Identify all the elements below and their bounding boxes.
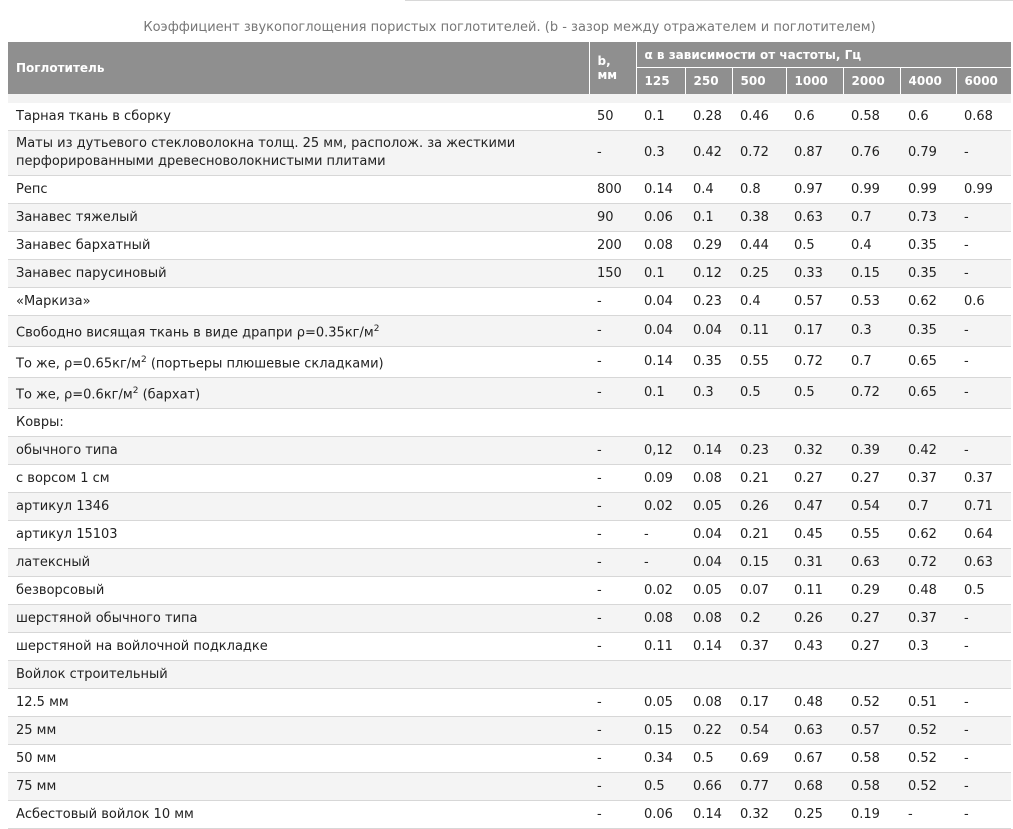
alpha-value: 0.65 bbox=[900, 347, 956, 378]
alpha-value: 0.63 bbox=[786, 204, 843, 232]
alpha-value: 0.48 bbox=[786, 689, 843, 717]
absorber-name: Войлок строительный bbox=[8, 661, 589, 689]
alpha-value: 0.58 bbox=[843, 745, 900, 773]
top-divider bbox=[405, 0, 1013, 4]
alpha-value: 0.09 bbox=[636, 465, 685, 493]
alpha-value: - bbox=[956, 204, 1011, 232]
alpha-value: 0.76 bbox=[843, 131, 900, 176]
absorber-name: шерстяной на войлочной подкладке bbox=[8, 633, 589, 661]
gap-value: - bbox=[589, 131, 636, 176]
alpha-value: 0.21 bbox=[732, 521, 786, 549]
alpha-value: 0.12 bbox=[685, 260, 732, 288]
alpha-value: 0.32 bbox=[732, 801, 786, 829]
alpha-value: - bbox=[956, 633, 1011, 661]
alpha-value: 0.99 bbox=[900, 176, 956, 204]
alpha-value: 0.52 bbox=[900, 745, 956, 773]
alpha-value: 0.07 bbox=[732, 577, 786, 605]
alpha-value: 0.27 bbox=[843, 465, 900, 493]
header-freq: 6000 bbox=[956, 68, 1011, 95]
table-row bbox=[8, 493, 1011, 521]
alpha-value: 0.79 bbox=[900, 131, 956, 176]
alpha-value: 0.3 bbox=[685, 378, 732, 409]
alpha-value: 0.37 bbox=[900, 465, 956, 493]
alpha-value: 0.99 bbox=[956, 176, 1011, 204]
alpha-value: - bbox=[956, 801, 1011, 829]
table-row bbox=[8, 689, 1011, 717]
header-freq: 4000 bbox=[900, 68, 956, 95]
alpha-value: 0.35 bbox=[900, 316, 956, 347]
alpha-value: 0.45 bbox=[786, 521, 843, 549]
alpha-value: 0.44 bbox=[732, 232, 786, 260]
absorber-name: 12.5 мм bbox=[8, 689, 589, 717]
alpha-value: - bbox=[956, 378, 1011, 409]
alpha-value: 0.62 bbox=[900, 288, 956, 316]
absorber-name: Маты из дутьевого стекловолокна толщ. 25 мм, располож. за жесткими перфорированными древесноволокнистыми плитами bbox=[8, 131, 589, 176]
gap-value: - bbox=[589, 378, 636, 409]
alpha-value: 0.58 bbox=[843, 103, 900, 131]
header-freq: 2000 bbox=[843, 68, 900, 95]
alpha-value: 0.87 bbox=[786, 131, 843, 176]
table-row bbox=[8, 131, 1011, 176]
gap-value: - bbox=[589, 773, 636, 801]
superscript: 2 bbox=[132, 385, 139, 396]
alpha-value: 0.23 bbox=[685, 288, 732, 316]
absorber-name: Ковры: bbox=[8, 409, 589, 437]
absorber-name bbox=[8, 347, 589, 378]
header-freq: 1000 bbox=[786, 68, 843, 95]
absorber-name: 75 мм bbox=[8, 773, 589, 801]
alpha-value: 0.72 bbox=[843, 378, 900, 409]
table-row bbox=[8, 577, 1011, 605]
alpha-value: - bbox=[956, 745, 1011, 773]
gap-value: 150 bbox=[589, 260, 636, 288]
alpha-value: 0.1 bbox=[636, 260, 685, 288]
table-row bbox=[8, 661, 1011, 689]
header-freq: 500 bbox=[732, 68, 786, 95]
header-spacer bbox=[8, 94, 1011, 103]
header-alpha: α в зависимости от частоты, Гц bbox=[636, 42, 1011, 68]
alpha-value: - bbox=[956, 605, 1011, 633]
alpha-value bbox=[636, 409, 685, 437]
alpha-value: 0.62 bbox=[900, 521, 956, 549]
gap-value: - bbox=[589, 549, 636, 577]
alpha-value: 0.55 bbox=[843, 521, 900, 549]
alpha-value: 0.02 bbox=[636, 493, 685, 521]
gap-value: - bbox=[589, 689, 636, 717]
alpha-value: 0.04 bbox=[685, 316, 732, 347]
table-row bbox=[8, 204, 1011, 232]
table-row bbox=[8, 549, 1011, 577]
alpha-value: 0.63 bbox=[956, 549, 1011, 577]
gap-value: - bbox=[589, 633, 636, 661]
alpha-value: 0.6 bbox=[900, 103, 956, 131]
gap-value: - bbox=[589, 577, 636, 605]
absorption-table bbox=[8, 14, 1011, 829]
alpha-value: 0.6 bbox=[786, 103, 843, 131]
alpha-value: 0.37 bbox=[732, 633, 786, 661]
gap-value: 50 bbox=[589, 103, 636, 131]
alpha-value: 0.58 bbox=[843, 773, 900, 801]
absorber-name-text: Свободно висящая ткань в виде драпри ρ=0.35кг/м bbox=[16, 325, 374, 341]
alpha-value: - bbox=[900, 801, 956, 829]
alpha-value: 0.26 bbox=[786, 605, 843, 633]
absorber-name: Репс bbox=[8, 176, 589, 204]
alpha-value: 0.7 bbox=[900, 493, 956, 521]
alpha-value bbox=[843, 409, 900, 437]
absorber-name: шерстяной обычного типа bbox=[8, 605, 589, 633]
alpha-value: 0.3 bbox=[900, 633, 956, 661]
table-row bbox=[8, 409, 1011, 437]
alpha-value: - bbox=[956, 232, 1011, 260]
alpha-value: 0.08 bbox=[685, 605, 732, 633]
alpha-value: 0.35 bbox=[900, 232, 956, 260]
table-row bbox=[8, 745, 1011, 773]
alpha-value: 0.25 bbox=[732, 260, 786, 288]
alpha-value: 0.6 bbox=[956, 288, 1011, 316]
gap-value: - bbox=[589, 316, 636, 347]
table-row bbox=[8, 521, 1011, 549]
alpha-value: 0.26 bbox=[732, 493, 786, 521]
gap-value: - bbox=[589, 437, 636, 465]
gap-value: - bbox=[589, 521, 636, 549]
alpha-value bbox=[786, 409, 843, 437]
alpha-value: 0.11 bbox=[636, 633, 685, 661]
alpha-value: 0.17 bbox=[786, 316, 843, 347]
table-row bbox=[8, 378, 1011, 409]
alpha-value: 0.08 bbox=[685, 689, 732, 717]
alpha-value: 0.55 bbox=[732, 347, 786, 378]
gap-value: 800 bbox=[589, 176, 636, 204]
alpha-value: 0.05 bbox=[685, 493, 732, 521]
alpha-value: 0.4 bbox=[685, 176, 732, 204]
alpha-value: 0.72 bbox=[900, 549, 956, 577]
alpha-value: 0.06 bbox=[636, 801, 685, 829]
alpha-value: - bbox=[956, 773, 1011, 801]
alpha-value: 0.3 bbox=[636, 131, 685, 176]
gap-value: - bbox=[589, 605, 636, 633]
alpha-value: 0.08 bbox=[636, 605, 685, 633]
table-row bbox=[8, 773, 1011, 801]
absorber-name: обычного типа bbox=[8, 437, 589, 465]
table-body bbox=[8, 103, 1011, 829]
table-row bbox=[8, 232, 1011, 260]
gap-value bbox=[589, 661, 636, 689]
alpha-value: 0.04 bbox=[636, 316, 685, 347]
table-caption: Коэффициент звукопоглощения пористых поглотителей. (b - зазор между отражателем и поглотителем) bbox=[8, 14, 1011, 42]
header-b-label: b, bbox=[597, 54, 611, 68]
superscript: 2 bbox=[140, 354, 147, 365]
alpha-value: 0.52 bbox=[900, 717, 956, 745]
absorber-name: безворсовый bbox=[8, 577, 589, 605]
alpha-value: 0.97 bbox=[786, 176, 843, 204]
absorber-name: Занавес парусиновый bbox=[8, 260, 589, 288]
absorber-name-text: То же, ρ=0.6кг/м bbox=[16, 387, 133, 403]
alpha-value: 0.39 bbox=[843, 437, 900, 465]
alpha-value bbox=[636, 661, 685, 689]
gap-value: 200 bbox=[589, 232, 636, 260]
gap-value: - bbox=[589, 347, 636, 378]
table-row bbox=[8, 288, 1011, 316]
alpha-value: 0.05 bbox=[685, 577, 732, 605]
header-absorber: Поглотитель bbox=[8, 42, 589, 94]
gap-value: - bbox=[589, 717, 636, 745]
alpha-value: - bbox=[956, 717, 1011, 745]
alpha-value: 0,12 bbox=[636, 437, 685, 465]
alpha-value: 0.66 bbox=[685, 773, 732, 801]
table-row bbox=[8, 605, 1011, 633]
alpha-value bbox=[900, 409, 956, 437]
alpha-value: 0.68 bbox=[956, 103, 1011, 131]
alpha-value: 0.4 bbox=[843, 232, 900, 260]
alpha-value: 0.35 bbox=[900, 260, 956, 288]
alpha-value: 0.4 bbox=[732, 288, 786, 316]
absorber-name: Тарная ткань в сборку bbox=[8, 103, 589, 131]
alpha-value: - bbox=[956, 260, 1011, 288]
alpha-value: 0.04 bbox=[636, 288, 685, 316]
alpha-value: 0.27 bbox=[843, 605, 900, 633]
alpha-value: 0.08 bbox=[685, 465, 732, 493]
table-row bbox=[8, 437, 1011, 465]
alpha-value: 0.22 bbox=[685, 717, 732, 745]
alpha-value: 0.38 bbox=[732, 204, 786, 232]
absorber-name: 50 мм bbox=[8, 745, 589, 773]
alpha-value: 0.15 bbox=[732, 549, 786, 577]
alpha-value: 0.63 bbox=[843, 549, 900, 577]
table-row bbox=[8, 801, 1011, 829]
alpha-value: 0.67 bbox=[786, 745, 843, 773]
alpha-value: 0.7 bbox=[843, 204, 900, 232]
alpha-value: 0.73 bbox=[900, 204, 956, 232]
alpha-value: 0.27 bbox=[786, 465, 843, 493]
absorber-name: Занавес бархатный bbox=[8, 232, 589, 260]
table-row bbox=[8, 465, 1011, 493]
alpha-value: 0.48 bbox=[900, 577, 956, 605]
alpha-value: 0.7 bbox=[843, 347, 900, 378]
alpha-value: 0.14 bbox=[685, 633, 732, 661]
absorber-name: латексный bbox=[8, 549, 589, 577]
alpha-value: 0.71 bbox=[956, 493, 1011, 521]
alpha-value: 0.5 bbox=[636, 773, 685, 801]
alpha-value: 0.54 bbox=[732, 717, 786, 745]
alpha-value: 0.14 bbox=[636, 347, 685, 378]
alpha-value: 0.11 bbox=[786, 577, 843, 605]
header-freq: 250 bbox=[685, 68, 732, 95]
alpha-value: - bbox=[956, 316, 1011, 347]
gap-value bbox=[589, 409, 636, 437]
alpha-value: 0.27 bbox=[843, 633, 900, 661]
alpha-value: 0.37 bbox=[956, 465, 1011, 493]
alpha-value: 0.52 bbox=[900, 773, 956, 801]
alpha-value: 0.65 bbox=[900, 378, 956, 409]
alpha-value: 0.2 bbox=[732, 605, 786, 633]
absorber-name: артикул 1346 bbox=[8, 493, 589, 521]
alpha-value: 0.34 bbox=[636, 745, 685, 773]
absorber-name-suffix: (бархат) bbox=[138, 387, 201, 403]
alpha-value: 0.14 bbox=[685, 801, 732, 829]
table-row bbox=[8, 260, 1011, 288]
alpha-value: 0.15 bbox=[843, 260, 900, 288]
alpha-value bbox=[732, 661, 786, 689]
alpha-value bbox=[843, 661, 900, 689]
gap-value: - bbox=[589, 745, 636, 773]
table-row bbox=[8, 347, 1011, 378]
alpha-value: 0.42 bbox=[900, 437, 956, 465]
alpha-value: 0.1 bbox=[636, 103, 685, 131]
alpha-value: 0.04 bbox=[685, 549, 732, 577]
absorber-name: 25 мм bbox=[8, 717, 589, 745]
alpha-value: 0.02 bbox=[636, 577, 685, 605]
alpha-value: 0.99 bbox=[843, 176, 900, 204]
alpha-value: 0.1 bbox=[685, 204, 732, 232]
alpha-value: 0.3 bbox=[843, 316, 900, 347]
alpha-value: 0.63 bbox=[786, 717, 843, 745]
alpha-value: 0.57 bbox=[786, 288, 843, 316]
alpha-value: 0.32 bbox=[786, 437, 843, 465]
table-row bbox=[8, 176, 1011, 204]
alpha-value: 0.46 bbox=[732, 103, 786, 131]
alpha-value: - bbox=[636, 549, 685, 577]
gap-value: 90 bbox=[589, 204, 636, 232]
alpha-value: 0.21 bbox=[732, 465, 786, 493]
alpha-value: 0.19 bbox=[843, 801, 900, 829]
alpha-value: - bbox=[956, 131, 1011, 176]
header-freq: 125 bbox=[636, 68, 685, 95]
alpha-value: 0.72 bbox=[786, 347, 843, 378]
alpha-value bbox=[685, 661, 732, 689]
alpha-value bbox=[956, 661, 1011, 689]
alpha-value: 0.04 bbox=[685, 521, 732, 549]
table-row bbox=[8, 633, 1011, 661]
alpha-value: 0.23 bbox=[732, 437, 786, 465]
alpha-value: 0.77 bbox=[732, 773, 786, 801]
alpha-value: 0.5 bbox=[956, 577, 1011, 605]
alpha-value: 0.33 bbox=[786, 260, 843, 288]
alpha-value: 0.05 bbox=[636, 689, 685, 717]
alpha-value: 0.5 bbox=[786, 232, 843, 260]
alpha-value: 0.5 bbox=[786, 378, 843, 409]
alpha-value: 0.29 bbox=[843, 577, 900, 605]
alpha-value: 0.57 bbox=[843, 717, 900, 745]
absorber-name: Занавес тяжелый bbox=[8, 204, 589, 232]
alpha-value: 0.35 bbox=[685, 347, 732, 378]
alpha-value: 0.64 bbox=[956, 521, 1011, 549]
alpha-value: 0.54 bbox=[843, 493, 900, 521]
alpha-value: - bbox=[636, 521, 685, 549]
alpha-value: 0.08 bbox=[636, 232, 685, 260]
alpha-value: 0.51 bbox=[900, 689, 956, 717]
alpha-value bbox=[732, 409, 786, 437]
alpha-value bbox=[685, 409, 732, 437]
absorber-name bbox=[8, 316, 589, 347]
alpha-value: - bbox=[956, 689, 1011, 717]
alpha-value: 0.15 bbox=[636, 717, 685, 745]
alpha-value bbox=[900, 661, 956, 689]
alpha-value: 0.29 bbox=[685, 232, 732, 260]
alpha-value: 0.47 bbox=[786, 493, 843, 521]
gap-value: - bbox=[589, 465, 636, 493]
alpha-value: 0.31 bbox=[786, 549, 843, 577]
alpha-value: 0.69 bbox=[732, 745, 786, 773]
alpha-value: 0.5 bbox=[685, 745, 732, 773]
header-b-unit: мм bbox=[597, 68, 618, 82]
absorber-name: «Маркиза» bbox=[8, 288, 589, 316]
superscript: 2 bbox=[373, 323, 380, 334]
alpha-value: 0.42 bbox=[685, 131, 732, 176]
alpha-value: 0.68 bbox=[786, 773, 843, 801]
absorber-name-suffix: (портьеры плюшевые складками) bbox=[146, 356, 384, 372]
header-b bbox=[589, 42, 636, 94]
alpha-value: 0.06 bbox=[636, 204, 685, 232]
alpha-value: - bbox=[956, 347, 1011, 378]
alpha-value: 0.72 bbox=[732, 131, 786, 176]
gap-value: - bbox=[589, 288, 636, 316]
gap-value: - bbox=[589, 493, 636, 521]
alpha-value: 0.37 bbox=[900, 605, 956, 633]
alpha-value: 0.28 bbox=[685, 103, 732, 131]
alpha-value: 0.52 bbox=[843, 689, 900, 717]
absorber-name bbox=[8, 378, 589, 409]
alpha-value: 0.5 bbox=[732, 378, 786, 409]
alpha-value: 0.14 bbox=[685, 437, 732, 465]
absorber-name: Асбестовый войлок 10 мм bbox=[8, 801, 589, 829]
gap-value: - bbox=[589, 801, 636, 829]
alpha-value: - bbox=[956, 437, 1011, 465]
alpha-value: 0.1 bbox=[636, 378, 685, 409]
alpha-value: 0.11 bbox=[732, 316, 786, 347]
absorber-name: с ворсом 1 см bbox=[8, 465, 589, 493]
alpha-value: 0.53 bbox=[843, 288, 900, 316]
alpha-value: 0.8 bbox=[732, 176, 786, 204]
absorber-name-text: То же, ρ=0.65кг/м bbox=[16, 356, 141, 372]
alpha-value: 0.43 bbox=[786, 633, 843, 661]
alpha-value: 0.17 bbox=[732, 689, 786, 717]
alpha-value: 0.14 bbox=[636, 176, 685, 204]
table-row bbox=[8, 103, 1011, 131]
alpha-value bbox=[786, 661, 843, 689]
table-row bbox=[8, 717, 1011, 745]
alpha-value bbox=[956, 409, 1011, 437]
alpha-value: 0.25 bbox=[786, 801, 843, 829]
absorber-name: артикул 15103 bbox=[8, 521, 589, 549]
table-row bbox=[8, 316, 1011, 347]
